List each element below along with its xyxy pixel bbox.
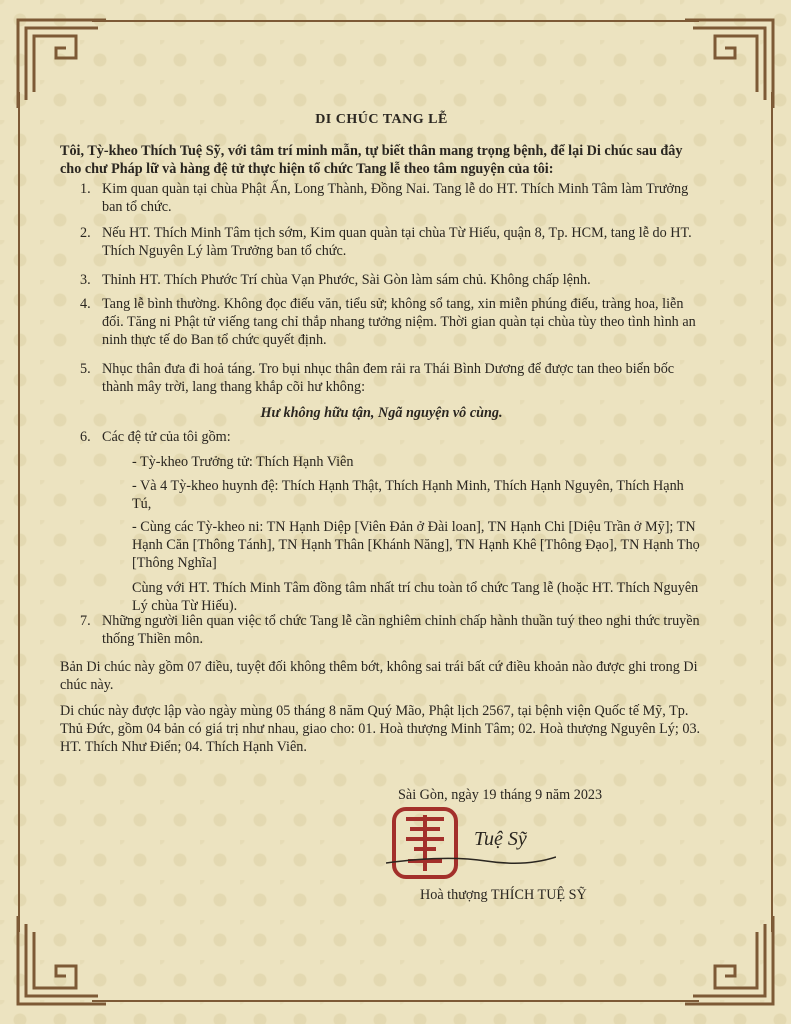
article-text: Những người liên quan việc tổ chức Tang lễ cần nghiêm chỉnh chấp hành thuần tuý theo nghi thức truyền thống Thiền môn. xyxy=(102,613,700,647)
corner-ornament-bottom-right xyxy=(683,914,775,1006)
article-text: Các đệ tử của tôi gồm: xyxy=(102,429,231,445)
frame-right xyxy=(771,92,773,932)
frame-left xyxy=(18,92,20,932)
document-intro: Tôi, Tỳ-kheo Thích Tuệ Sỹ, với tâm trí minh mẫn, tự biết thân mang trọng bệnh, để lại Di chúc sau đây cho chư Pháp lữ và hàng đệ tử thực hiện tổ chức Tang lễ theo tâm nguyện của tôi: xyxy=(60,143,683,177)
article-1: 1. Kim quan quàn tại chùa Phật Ấn, Long Thành, Đồng Nai. Tang lễ do HT. Thích Minh Tâm làm Trưởng ban tổ chức. xyxy=(80,181,689,215)
document-title: DI CHÚC TANG LỄ xyxy=(315,112,448,127)
article-text: Tang lễ bình thường. Không đọc điếu văn, tiểu sử; không sổ tang, xin miễn phúng điếu, tràng hoa, liễn đối. Tăng ni Phật tử viếng tang chỉ thắp nhang tưởng niệm. Thời gian quàn tại chùa tùy theo tình hình an ninh thực tế do Ban tổ chức quyết định. xyxy=(102,296,696,348)
article-5: 5. Nhục thân đưa đi hoả táng. Tro bụi nhục thân đem rải ra Thái Bình Dương để được tan theo biển bốc thành mây trời, lang thang khắp cõi hư không: xyxy=(80,361,675,395)
article-text: Nếu HT. Thích Minh Tâm tịch sớm, Kim quan quàn tại chùa Từ Hiếu, quận 8, Tp. HCM, tang lễ do HT. Thích Nguyên Lý làm Trưởng ban tổ chức. xyxy=(102,225,692,259)
disciple-line: - Và 4 Tỳ-kheo huynh đệ: Thích Hạnh Thật, Thích Hạnh Minh, Thích Hạnh Nguyên, Thích Hạnh Tú, xyxy=(132,478,684,512)
closing-paragraph-1: Bản Di chúc này gồm 07 điều, tuyệt đối không thêm bớt, không sai trái bất cứ điều khoản nào được ghi trong Di chúc này. xyxy=(60,659,698,693)
frame-bottom xyxy=(92,1000,699,1002)
closing-paragraph-2: Di chúc này được lập vào ngày mùng 05 tháng 8 năm Quý Mão, Phật lịch 2567, tại bệnh viện Quốc tế Mỹ, Tp. Thủ Đức, gồm 04 bản có giá trị như nhau, giao cho: 01. Hoà thượng Minh Tâm; 02. Hoà thượng Nguyên Lý; 03. HT. Thích Như Điển; 04. Thích Hạnh Viên. xyxy=(60,703,701,755)
article-3: 3. Thỉnh HT. Thích Phước Trí chùa Vạn Phước, Sài Gòn làm sám chủ. Không chấp lệnh. xyxy=(80,272,591,288)
signature-text: Tuệ Sỹ xyxy=(474,828,527,850)
article-7: 7. Những người liên quan việc tổ chức Tang lễ cần nghiêm chỉnh chấp hành thuần tuý theo nghi thức truyền thống Thiền môn. xyxy=(80,613,700,647)
corner-ornament-bottom-left xyxy=(16,914,108,1006)
place-date: Sài Gòn, ngày 19 tháng 9 năm 2023 xyxy=(398,787,603,803)
article-6: 6. Các đệ tử của tôi gồm: xyxy=(80,429,231,445)
verse: Hư không hữu tận, Ngã nguyện vô cùng. xyxy=(260,405,503,421)
disciple-line: Cùng với HT. Thích Minh Tâm đồng tâm nhất trí chu toàn tổ chức Tang lễ (hoặc HT. Thích Nguyên Lý chùa Từ Hiếu). xyxy=(132,580,699,614)
disciple-line: - Cùng các Tỳ-kheo ni: TN Hạnh Diệp [Viên Đản ở Đài loan], TN Hạnh Chi [Diệu Trần ở Mỹ]; TN Hạnh Căn [Thông Tánh], TN Hạnh Thân [Khánh Năng], TN Hạnh Khê [Thông Đạo], TN Hạnh Thọ [Thông Nghĩa] xyxy=(132,519,700,571)
article-text: Kim quan quàn tại chùa Phật Ấn, Long Thành, Đồng Nai. Tang lễ do HT. Thích Minh Tâm làm Trưởng ban tổ chức. xyxy=(102,181,689,215)
article-text: Nhục thân đưa đi hoả táng. Tro bụi nhục thân đem rải ra Thái Bình Dương để được tan theo biển bốc thành mây trời, lang thang khắp cõi hư không: xyxy=(102,361,675,395)
article-4: 4. Tang lễ bình thường. Không đọc điếu văn, tiểu sử; không sổ tang, xin miễn phúng điếu, tràng hoa, liễn đối. Tăng ni Phật tử viếng tang chỉ thắp nhang tưởng niệm. Thời gian quàn tại chùa tùy theo tình hình an ninh thực tế do Ban tổ chức quyết định. xyxy=(80,296,696,348)
signer-name: Hoà thượng THÍCH TUỆ SỸ xyxy=(420,887,587,903)
article-2: 2. Nếu HT. Thích Minh Tâm tịch sớm, Kim quan quàn tại chùa Từ Hiếu, quận 8, Tp. HCM, tang lễ do HT. Thích Nguyên Lý làm Trưởng ban tổ chức. xyxy=(80,225,692,259)
frame-top xyxy=(92,20,699,22)
disciple-line: - Tỳ-kheo Trưởng tử: Thích Hạnh Viên xyxy=(132,454,354,470)
article-text: Thỉnh HT. Thích Phước Trí chùa Vạn Phước, Sài Gòn làm sám chủ. Không chấp lệnh. xyxy=(102,272,591,288)
corner-ornament-top-left xyxy=(16,18,108,110)
seal-and-signature xyxy=(386,805,556,885)
corner-ornament-top-right xyxy=(683,18,775,110)
